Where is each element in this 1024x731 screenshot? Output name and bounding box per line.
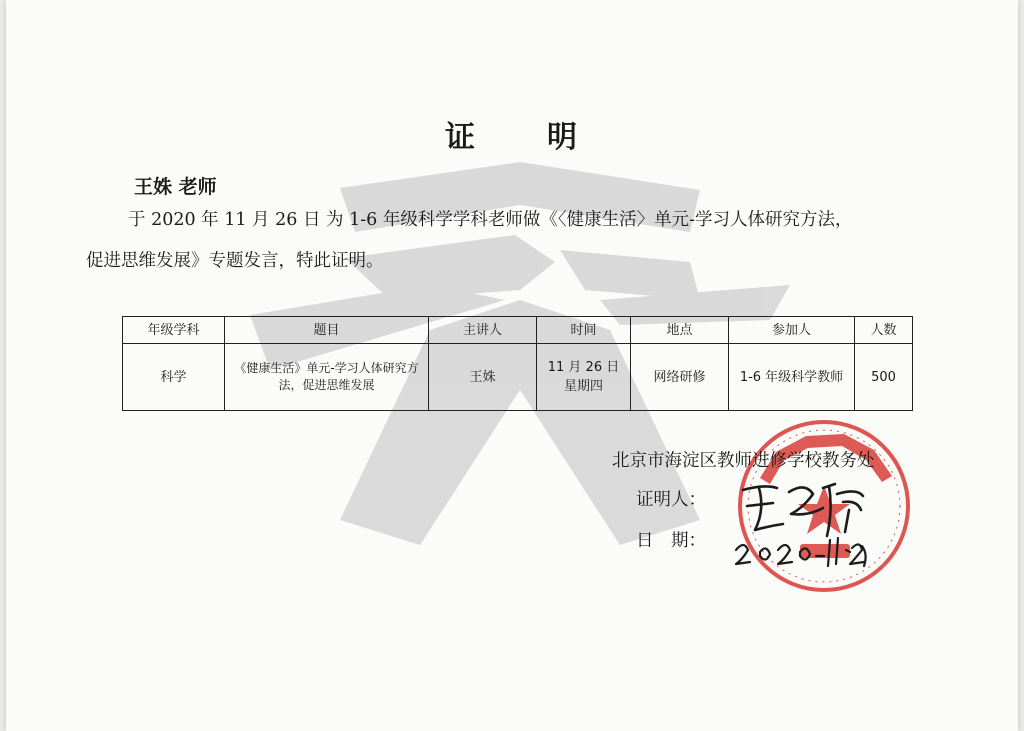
issuing-organization: 北京市海淀区教师进修学校教务处 [612,451,875,471]
cell-topic [225,344,429,411]
header-topic: 题目 [225,317,429,344]
cell-count: 500 [855,344,913,411]
salutation: 王姝 老师 [134,176,217,198]
cell-time [537,344,631,411]
header-participants: 参加人 [729,317,855,344]
title-char-1: 证 [445,120,477,155]
table-header-row [123,317,913,344]
date-label: 日 期： [636,531,706,551]
document-title [0,112,1024,156]
body-text-line-1: 于 2020 年 11 月 26 日 为 1-6 年级科学学科老师做《〈健康生活〉单元-学习人体研究方法， [128,210,853,230]
certifier-label: 证明人： [636,490,706,510]
cell-topic-line-2: 法，促进思维发展 [278,378,375,392]
header-grade-subject: 年级学科 [123,317,225,344]
body-text-line-2: 促进思维发展》专题发言，特此证明。 [86,251,384,271]
cell-time-weekday: 星期四 [563,379,603,394]
lecture-info-table [122,316,913,411]
handwritten-date [730,526,870,576]
cell-location: 网络研修 [631,344,729,411]
table-row [123,344,913,411]
header-time: 时间 [537,317,631,344]
header-speaker: 主讲人 [429,317,537,344]
title-char-2: 明 [547,120,579,155]
cell-subject: 科学 [123,344,225,411]
header-count: 人数 [855,317,913,344]
header-location: 地点 [631,317,729,344]
cell-speaker: 王姝 [429,344,537,411]
cell-topic-line-1: 《健康生活》单元-学习人体研究方 [234,361,419,375]
cell-participants: 1-6 年级科学教师 [729,344,855,411]
cell-time-date: 11 月 26 日 [547,360,620,375]
